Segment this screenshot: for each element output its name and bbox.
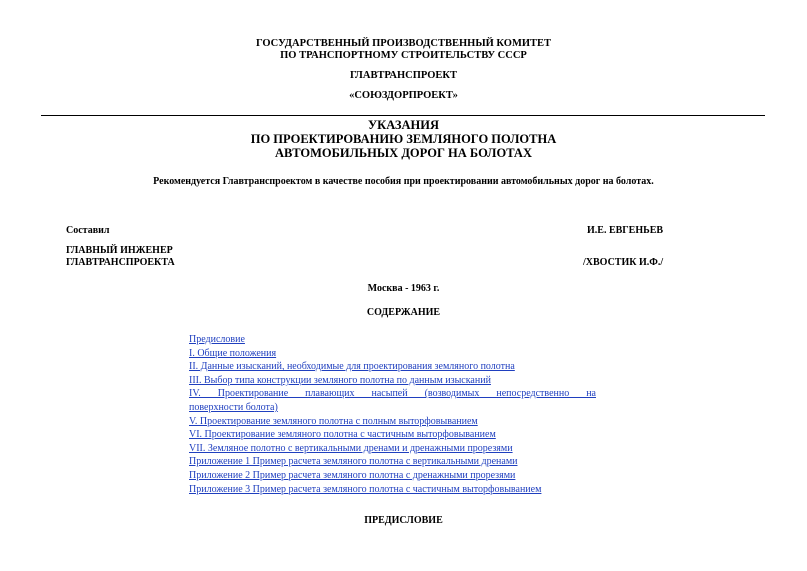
toc-link-section-4-line-2: поверхности болота) [189,401,278,413]
toc-link-section-4[interactable] [189,387,596,414]
compiled-label: Составил [66,225,110,236]
toc-link-section-7[interactable]: VII. Земляное полотно с вертикальными дренами и дренажными прорезями [189,442,513,454]
header-divider [41,115,765,116]
org-line-4: «СОЮЗДОРПРОЕКТ» [349,90,458,101]
table-of-contents [189,333,596,496]
toc-link-section-4-line-1: IV. Проектирование плавающих насыпей (возводимых непосредственно на [189,388,596,400]
toc-link-appendix-3[interactable]: Приложение 3 Пример расчета земляного полотна с частичным выторфовыванием [189,483,542,495]
toc-link-section-2[interactable]: II. Данные изысканий, необходимые для проектирования земляного полотна [189,361,515,373]
place-year: Москва - 1963 г. [367,283,440,294]
chief-label-line-1: ГЛАВНЫЙ ИНЖЕНЕР [66,245,173,256]
title-line-1: УКАЗАНИЯ [367,118,440,132]
toc-link-appendix-2[interactable]: Приложение 2 Пример расчета земляного полотна с дренажными прорезями [189,469,516,481]
toc-link-section-5[interactable]: V. Проектирование земляного полотна с полным выторфовыванием [189,415,478,427]
org-line-2: ПО ТРАНСПОРТНОМУ СТРОИТЕЛЬСТВУ СССР [280,50,527,61]
compiled-name: И.Е. ЕВГЕНЬЕВ [587,225,664,236]
chief-label-line-2: ГЛАВТРАНСПРОЕКТА [66,257,175,268]
toc-link-section-1[interactable]: I. Общие положения [189,347,277,359]
toc-link-appendix-1[interactable]: Приложение 1 Пример расчета земляного полотна с вертикальными дренами [189,456,518,468]
toc-link-preface[interactable]: Предисловие [189,334,245,345]
org-line-3: ГЛАВТРАНСПРОЕКТ [349,70,458,81]
toc-link-section-6[interactable]: VI. Проектирование земляного полотна с частичным выторфовыванием [189,429,496,441]
contents-heading: СОДЕРЖАНИЕ [366,307,441,318]
title-line-3: АВТОМОБИЛЬНЫХ ДОРОГ НА БОЛОТАХ [275,146,532,160]
chief-name: /ХВОСТИК И.Ф./ [583,257,664,268]
toc-link-section-3[interactable]: III. Выбор типа конструкции земляного полотна по данным изысканий [189,374,491,386]
title-line-2: ПО ПРОЕКТИРОВАНИЮ ЗЕМЛЯНОГО ПОЛОТНА [250,132,557,146]
preface-heading: ПРЕДИСЛОВИЕ [364,515,443,526]
org-line-1: ГОСУДАРСТВЕННЫЙ ПРОИЗВОДСТВЕННЫЙ КОМИТЕТ [255,38,552,49]
recommendation-text: Рекомендуется Главтранспроектом в качестве пособия при проектировании автомобильных дорог на болотах. [153,176,654,187]
